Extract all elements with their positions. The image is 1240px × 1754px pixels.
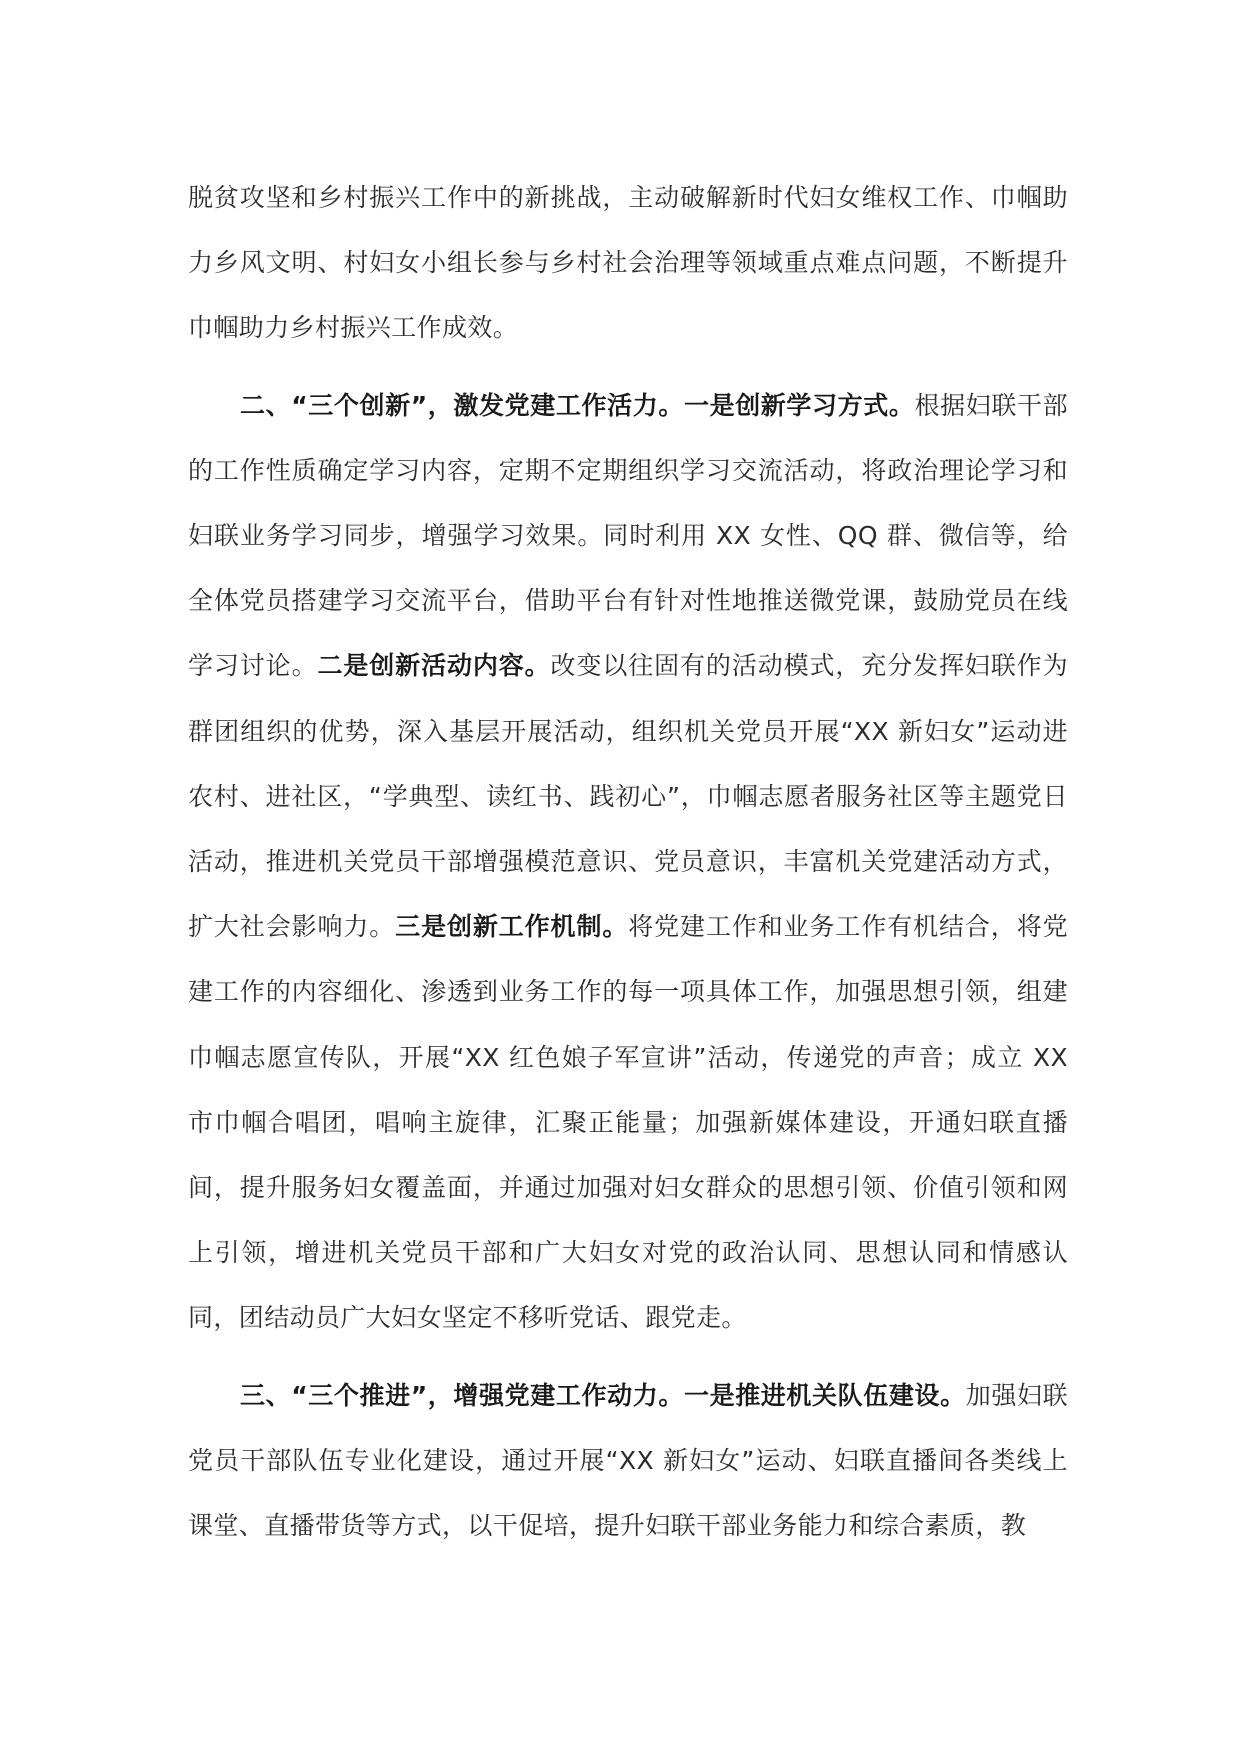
sub-heading: 二是创新活动内容。 <box>317 651 551 681</box>
paragraph-continuation <box>188 165 1068 361</box>
text-run: 将党建工作和业务工作有机结合，将党建工作的内容细化、渗透到业务工作的每一项具体工作，加强思想引领，组建巾帼志愿宣传队，开展“XX 红色娘子军宣讲”活动，传递党的声音；成立 XX 市巾帼合唱团，唱响主旋律，汇聚正能量；加强新媒体建设，开通妇联直播间，提升服务妇女覆盖面，并通过加强对妇女群众的思想引领、价值引领和网上引领，增进机关党员干部和广大妇女对党的政治认同、思想认同和情感认同，团结动员广大妇女坚定不移听党话、跟党走。 <box>188 912 1068 1333</box>
text-run: 根据妇联干部的工作性质确定学习内容，定期不定期组织学习交流活动，将政治理论学习和妇联业务学习同步，增强学习效果。同时利用 XX 女性、QQ 群、微信等，给全体党员搭建学习交流平台，借助平台有针对性地推送微党课，鼓励党员在线学习讨论。 <box>188 390 1068 681</box>
document-body <box>188 165 1068 1558</box>
text-run: 改变以往固有的活动模式，充分发挥妇联作为群团组织的优势，深入基层开展活动，组织机关党员开展“XX 新妇女”运动进农村、进社区，“学典型、读红书、践初心”，巾帼志愿者服务社区等主题党日活动，推进机关党员干部增强模范意识、党员意识，丰富机关党建活动方式，扩大社会影响力。 <box>188 651 1068 942</box>
text-run: 加强妇联党员干部队伍专业化建设，通过开展“XX 新妇女”运动、妇联直播间各类线上课堂、直播带货等方式，以干促培，提升妇联干部业务能力和综合素质，教 <box>188 1380 1068 1541</box>
section-heading: 三、“三个推进”，增强党建工作动力。一是推进机关队伍建设。 <box>240 1380 966 1410</box>
text-run: 脱贫攻坚和乡村振兴工作中的新挑战，主动破解新时代妇女维权工作、巾帼助力乡风文明、村妇女小组长参与乡村社会治理等领域重点难点问题，不断提升巾帼助力乡村振兴工作成效。 <box>188 183 1068 343</box>
paragraph-section-3 <box>188 1363 1068 1559</box>
paragraph-section-2 <box>188 373 1068 1351</box>
sub-heading: 三是创新工作机制。 <box>395 912 629 942</box>
section-heading: 二、“三个创新”，激发党建工作活力。一是创新学习方式。 <box>240 390 915 420</box>
